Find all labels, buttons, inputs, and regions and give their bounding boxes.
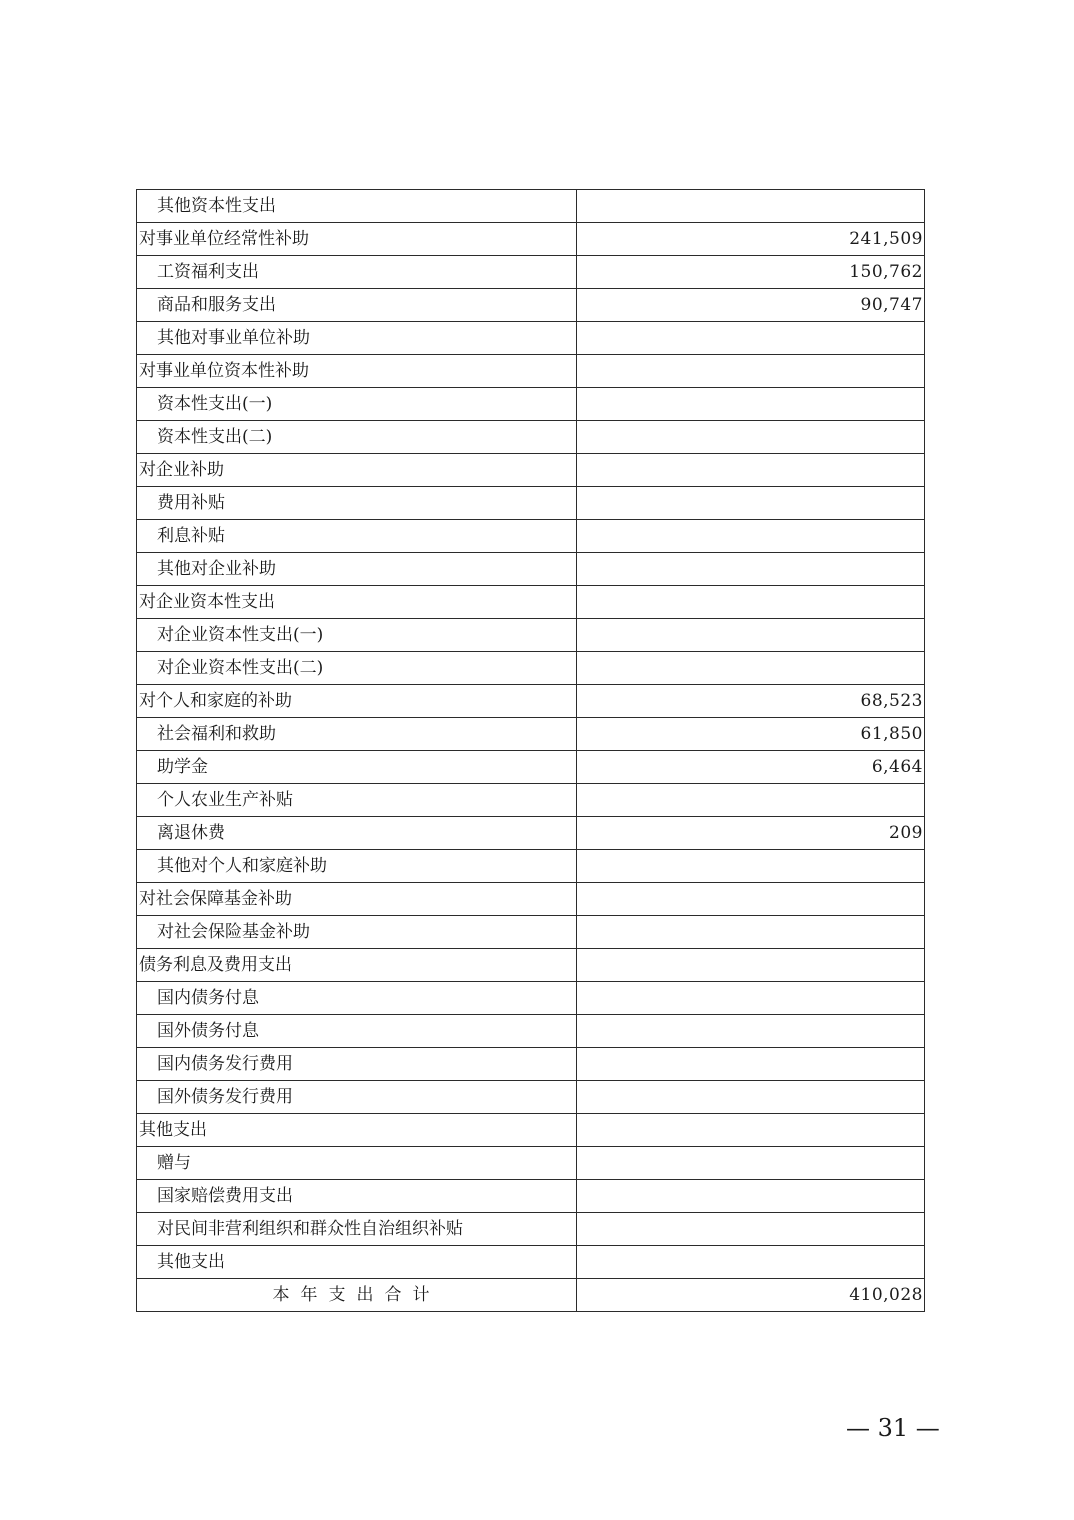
- table-row: [137, 1147, 925, 1180]
- sub-item-label: 国内债务付息: [137, 982, 577, 1015]
- table-row: [137, 1081, 925, 1114]
- category-label: 对个人和家庭的补助: [137, 685, 577, 718]
- category-label: 对事业单位资本性补助: [137, 355, 577, 388]
- category-label: 对企业补助: [137, 454, 577, 487]
- sub-item-label: 对企业资本性支出(一): [137, 619, 577, 652]
- table-row: [137, 850, 925, 883]
- amount-cell: [577, 487, 925, 520]
- category-label: 债务利息及费用支出: [137, 949, 577, 982]
- table-row: [137, 454, 925, 487]
- sub-item-label: 国内债务发行费用: [137, 1048, 577, 1081]
- table-row: [137, 586, 925, 619]
- sub-item-label: 对社会保险基金补助: [137, 916, 577, 949]
- amount-cell: [577, 421, 925, 454]
- sub-item-label: 费用补贴: [137, 487, 577, 520]
- sub-item-label: 商品和服务支出: [137, 289, 577, 322]
- table-row: [137, 1048, 925, 1081]
- page-number: — 31 —: [846, 1414, 940, 1442]
- sub-item-label: 资本性支出(一): [137, 388, 577, 421]
- amount-cell: [577, 1015, 925, 1048]
- sub-item-label: 其他对事业单位补助: [137, 322, 577, 355]
- amount-cell: [577, 586, 925, 619]
- table-row: [137, 289, 925, 322]
- sub-item-label: 资本性支出(二): [137, 421, 577, 454]
- table-row: [137, 949, 925, 982]
- table-row: [137, 1114, 925, 1147]
- sub-item-label: 国外债务发行费用: [137, 1081, 577, 1114]
- category-label: 对事业单位经常性补助: [137, 223, 577, 256]
- table-row: [137, 718, 925, 751]
- table-row: [137, 1246, 925, 1279]
- category-label: 对社会保障基金补助: [137, 883, 577, 916]
- sub-item-label: 其他资本性支出: [137, 190, 577, 223]
- amount-cell: [577, 322, 925, 355]
- table-row: [137, 1213, 925, 1246]
- amount-cell: [577, 454, 925, 487]
- amount-cell: [577, 916, 925, 949]
- amount-cell: [577, 784, 925, 817]
- total-amount: 410,028: [577, 1279, 925, 1312]
- sub-item-label: 离退休费: [137, 817, 577, 850]
- sub-item-label: 社会福利和救助: [137, 718, 577, 751]
- table-row: [137, 619, 925, 652]
- amount-cell: [577, 1180, 925, 1213]
- amount-cell: [577, 652, 925, 685]
- table-row: [137, 817, 925, 850]
- sub-item-label: 个人农业生产补贴: [137, 784, 577, 817]
- total-label: 本年支出合计: [137, 1279, 577, 1312]
- sub-item-label: 国外债务付息: [137, 1015, 577, 1048]
- amount-cell: [577, 355, 925, 388]
- total-row: [137, 1279, 925, 1312]
- amount-cell: [577, 1114, 925, 1147]
- sub-item-label: 其他支出: [137, 1246, 577, 1279]
- amount-cell: [577, 1081, 925, 1114]
- sub-item-label: 国家赔偿费用支出: [137, 1180, 577, 1213]
- table-row: [137, 223, 925, 256]
- amount-cell: [577, 1246, 925, 1279]
- amount-cell: 68,523: [577, 685, 925, 718]
- table-row: [137, 982, 925, 1015]
- table-row: [137, 322, 925, 355]
- amount-cell: 241,509: [577, 223, 925, 256]
- sub-item-label: 工资福利支出: [137, 256, 577, 289]
- table-row: [137, 355, 925, 388]
- amount-cell: [577, 1213, 925, 1246]
- amount-cell: 90,747: [577, 289, 925, 322]
- sub-item-label: 利息补贴: [137, 520, 577, 553]
- sub-item-label: 其他对企业补助: [137, 553, 577, 586]
- amount-cell: [577, 982, 925, 1015]
- table-row: [137, 388, 925, 421]
- amount-cell: 209: [577, 817, 925, 850]
- amount-cell: [577, 190, 925, 223]
- table-row: [137, 421, 925, 454]
- table-row: [137, 1180, 925, 1213]
- category-label: 其他支出: [137, 1114, 577, 1147]
- expenditure-table: [136, 189, 925, 1312]
- amount-cell: [577, 553, 925, 586]
- table-row: [137, 487, 925, 520]
- table-row: [137, 784, 925, 817]
- amount-cell: [577, 850, 925, 883]
- table-row: [137, 520, 925, 553]
- table-row: [137, 1015, 925, 1048]
- amount-cell: [577, 1048, 925, 1081]
- amount-cell: 61,850: [577, 718, 925, 751]
- table-row: [137, 190, 925, 223]
- table-row: [137, 652, 925, 685]
- amount-cell: 6,464: [577, 751, 925, 784]
- category-label: 对企业资本性支出: [137, 586, 577, 619]
- table-row: [137, 256, 925, 289]
- table-row: [137, 553, 925, 586]
- table-row: [137, 685, 925, 718]
- sub-item-label: 助学金: [137, 751, 577, 784]
- amount-cell: [577, 388, 925, 421]
- amount-cell: [577, 883, 925, 916]
- table-row: [137, 916, 925, 949]
- amount-cell: [577, 949, 925, 982]
- amount-cell: [577, 1147, 925, 1180]
- amount-cell: [577, 520, 925, 553]
- amount-cell: [577, 619, 925, 652]
- sub-item-label: 对民间非营利组织和群众性自治组织补贴: [137, 1213, 577, 1246]
- sub-item-label: 其他对个人和家庭补助: [137, 850, 577, 883]
- sub-item-label: 赠与: [137, 1147, 577, 1180]
- table-row: [137, 883, 925, 916]
- amount-cell: 150,762: [577, 256, 925, 289]
- sub-item-label: 对企业资本性支出(二): [137, 652, 577, 685]
- table-row: [137, 751, 925, 784]
- table-body: [137, 190, 925, 1312]
